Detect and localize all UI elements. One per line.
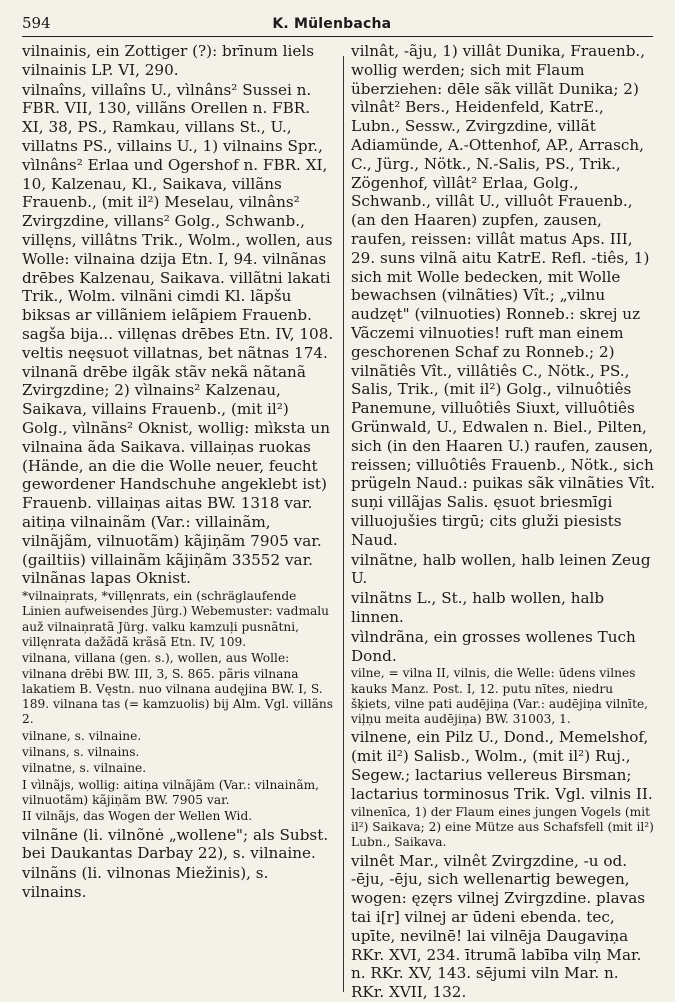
entry-text: vilne, = vilna II, vilnis, die Welle: ūdens vilnes kauks Manz. Post. I, 12. putu nītes, niedru šķiets, vilne pati audējiņa (Var.: audējiņa vilnīte, viļņu meita audējiņa) BW. 31003, 1. — [351, 666, 649, 727]
entry-text: vilnêt Mar., vilnêt Zvirgzdine, -u od. -ēju, -ēju, sich wellenartig bewegen, wogen: ęzęrs vilnej Zvirgzdine. plavas tai i[r] vilnej ar ūdeni ebenda. tec, upīte, nevilnē! lai vilnēja Daugaviņa RKr. XVI, 234. ītrumã labība vilņ Mar. n. RKr. XV, 143. sējumi viln Mar. n. RKr. XVII, 132. — [351, 851, 646, 1002]
entry-text: vilnãns (li. vilnonas Miežinis), s. vilnains. — [22, 864, 269, 901]
dictionary-entry — [22, 589, 335, 650]
left-column — [22, 42, 335, 992]
dictionary-entry — [22, 864, 335, 902]
dictionary-entry — [22, 761, 335, 776]
dictionary-entry — [351, 628, 656, 666]
dictionary-entry — [22, 729, 335, 744]
dictionary-entry — [351, 589, 656, 627]
entry-text: vìlndrãna, ein grosses wollenes Tuch Dond. — [351, 627, 636, 665]
running-title: K. Mülenbacha — [272, 16, 392, 32]
dictionary-entry — [351, 551, 656, 589]
dictionary-entry — [351, 666, 656, 727]
entry-text: II vilnãjs, das Wogen der Wellen Wid. — [22, 809, 253, 824]
column-divider — [343, 56, 344, 992]
entry-text: vilnatne, s. vilnaine. — [22, 761, 147, 776]
page-header — [22, 8, 653, 32]
dictionary-entry — [351, 728, 656, 803]
entry-text: vilnainis, ein Zottiger (?): brīnum liels vilnainis LP. VI, 290. — [22, 42, 315, 79]
entry-text: vilnãne (li. vilnõnė „wollene"; als Subst. bei Daukantas Darbay 22), s. vilnaine. — [22, 825, 329, 863]
entry-text: *vilnaiņrats, *villęnrats, ein (schräglaufende Linien aufweisendes Jürg.) Webemuster: vadmalu auž vilnaiņratã Jürg. valku kamzuļi pusnãtni, villęnrata dažãdã krãsã Etn. IV, 109. — [22, 589, 330, 649]
entry-text: I vìlnãjs, wollig: aitiņa vilnãjãm (Var.: vilnainãm, vilnuotãm) kãjiņãm BW. 7905 var. — [22, 777, 320, 807]
dictionary-entry — [22, 81, 335, 589]
dictionary-entry — [351, 805, 656, 851]
dictionary-entry — [351, 42, 656, 550]
entry-text: vilnane, s. vilnaine. — [22, 728, 142, 743]
dictionary-entry — [22, 809, 335, 824]
entry-text: vilnans, s. vilnains. — [22, 745, 140, 760]
page-number: 594 — [22, 14, 51, 32]
entry-text: vilnât, -ãju, 1) villât Dunika, Frauenb., wollig werden; sich mit Flaum überziehen: dēle sãk villãt Dunika; 2) vìlnât² Bers., Heidenfeld, KatrE., Lubn., Sessw., Zvirgzdine, villãt Adiamünde, A.-Ottenhof, AP., Arrasch, C., Jürg., Nötk., N.-Salis, PS., Trik., Zögenhof, vìllât² Erlaa, Golg., Schwanb., villât U., villuôt Frauenb., (an den Haaren) zupfen, zausen, raufen, reissen: villât matus Aps. III, 29. suns vilnã aitu KatrE. Refl. -tiês, 1) sich mit Wolle bedecken, mit Wolle bewachsen (vilnãties) Vît.; „vilnu audzęt" (vilnuoties) Ronneb.: skrej uz Vãczemi vilnuoties! ruft man einem geschorenen Schaf zu Ronneb.; 2) vilnãtiês Vît., villâtiês C., Nötk., PS., Salis, Trik., (mit il²) Golg., vilnuôtiês Panemune, villuôtiês Siuxt, villuôtiês Grünwald, U., Edwalen n. Biel., Pilten, sich (in den Haaren U.) raufen, zausen, reissen; villuôtiês Frauenb., Nötk., sich prügeln Naud.: puikas sãk vilnãties Vît. suņi villãjas Salis. ęsuot briesmīgi villuojušies tirgū; cits gluži piesists Naud. — [351, 42, 656, 549]
entry-text: vilnãtns L., St., halb wollen, halb linnen. — [351, 589, 605, 626]
dictionary-entry — [22, 651, 335, 727]
header-rule — [22, 36, 653, 37]
entry-text: vilnana, villana (gen. s.), wollen, aus Wolle: vilnana drēbi BW. III, 3, S. 865. pãris vilnana lakatiem B. Vęstn. nuo vilnana audęjina BW. I, S. 189. vilnana tas (= kamzuolis) bij Alm. Vgl. villãns 2. — [22, 651, 333, 727]
dictionary-entry — [22, 42, 335, 80]
dictionary-entry — [22, 826, 335, 864]
entry-text: vilnene, ein Pilz U., Dond., Memelshof, (mit il²) Salisb., Wolm., (mit il²) Ruj., Segew.; lactarius vellereus Birsman; lactarius torminosus Trik. Vgl. vilnis II. — [351, 728, 653, 803]
right-column — [351, 42, 656, 1002]
entry-text: vilnãtne, halb wollen, halb leinen Zeug U. — [351, 550, 651, 588]
dictionary-entry — [22, 745, 335, 760]
dictionary-entry — [22, 778, 335, 809]
dictionary-entry — [351, 852, 656, 1002]
entry-text: vilnenīca, 1) der Flaum eines jungen Vogels (mit il²) Saikava; 2) eine Mütze aus Schafsfell (mit il²) Lubn., Saikava. — [351, 804, 654, 850]
entry-text: vilnaîns, villaîns U., vìlnâns² Sussei n. FBR. VII, 130, villãns Orellen n. FBR. XI, 38, PS., Ramkau, villans St., U., villatns PS., villains U., 1) vilnains Spr., vìlnâns² Erlaa und Ogershof n. FBR. XI, 10, Kalzenau, Kl., Saikava, villãns Frauenb., (mit il²) Meselau, vilnâns² Zvirgzdine, villans² Golg., Schwanb., villęns, villâtns Trik., Wolm., wollen, aus Wolle: vilnaina dzija Etn. I, 94. vilnãnas drēbes Kalzenau, Saikava. villãtni lakati Trik., Wolm. vilnãni cimdi Kl. lãpšu biksas ar villãniem ielãpiem Frauenb. sagša bija... villęnas drēbes Etn. IV, 108. veltis neęsuot villatnas, bet nãtnas 174. vilnanã drēbe ilgãk stãv nekã nãtanã Zvirgzdine; 2) vìlnains² Kalzenau, Saikava, villains Frauenb., (mit il²) Golg., vìlnãns² Oknist, wollig: mìksta un vilnaina ãda Saikava. villaiņas ruokas (Hände, an die die Wolle neuer, feucht gewordener Handschuhe angeklebt ist) Frauenb. villaiņas aitas BW. 1318 var. aitiņa vilnainãm (Var.: villainãm, vilnãjãm, vilnuotãm) kãjiņãm 7905 var. (gailtiis) villainãm kãjiņãm 33552 var. vilnãnas lapas Oknist. — [22, 80, 334, 588]
